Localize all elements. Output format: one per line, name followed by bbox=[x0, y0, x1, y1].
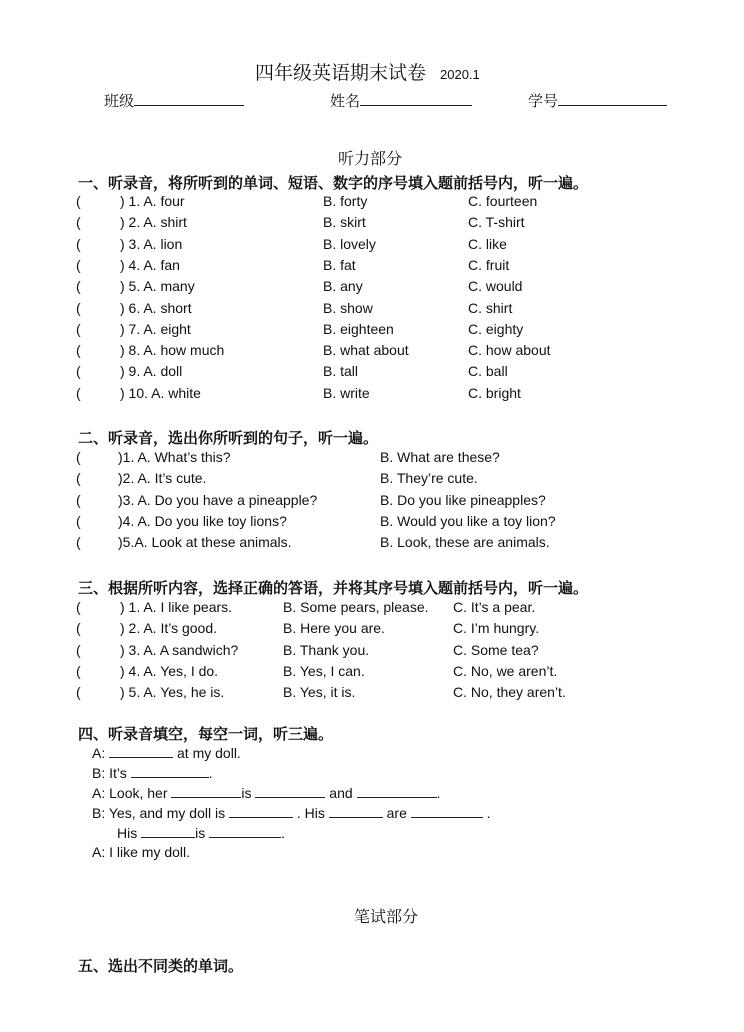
listening-part-title: 听力部分 bbox=[338, 149, 403, 168]
dialog-5-text: His bbox=[117, 825, 138, 841]
option-b: B. what about bbox=[323, 342, 409, 359]
dialog-line-2 bbox=[92, 764, 213, 781]
section-2-heading: 二、听录音，选出你所听到的句子，听一遍。 bbox=[78, 429, 379, 447]
option-a: ) 3. A. A sandwich? bbox=[120, 641, 239, 658]
dialog-5-blank-1[interactable] bbox=[141, 824, 195, 838]
answer-paren[interactable]: ( bbox=[76, 235, 81, 252]
option-b: B. write bbox=[323, 384, 370, 401]
question-row bbox=[0, 492, 744, 513]
section-5-heading: 五、选出不同类的单词。 bbox=[78, 957, 244, 975]
dialog-3-and: and bbox=[329, 785, 353, 801]
option-b: B. Some pears, please. bbox=[283, 599, 429, 615]
question-row bbox=[0, 534, 744, 555]
question-row bbox=[0, 300, 744, 321]
option-a: ) 9. A. doll bbox=[120, 363, 183, 380]
option-a: )3. A. Do you have a pineapple? bbox=[118, 491, 318, 508]
answer-paren[interactable]: ( bbox=[76, 620, 81, 637]
dialog-3-blank-3[interactable] bbox=[357, 784, 437, 798]
question-row bbox=[0, 684, 744, 705]
answer-paren[interactable]: ( bbox=[76, 384, 81, 401]
answer-paren[interactable]: ( bbox=[76, 662, 81, 679]
option-a: ) 1. A. four bbox=[120, 193, 185, 209]
option-a: ) 6. A. short bbox=[120, 299, 192, 316]
question-row bbox=[0, 663, 744, 684]
option-c: C. like bbox=[468, 235, 507, 252]
option-b: B. Would you like a toy lion? bbox=[380, 512, 556, 529]
exam-title bbox=[255, 58, 480, 85]
section-1-heading: 一、听录音，将所听到的单词、短语、数字的序号填入题前括号内，听一遍。 bbox=[78, 174, 589, 192]
option-c: C. shirt bbox=[468, 299, 513, 316]
option-b: B. Yes, it is. bbox=[283, 684, 356, 701]
answer-paren[interactable]: ( bbox=[76, 342, 81, 359]
answer-paren[interactable]: ( bbox=[76, 449, 81, 465]
name-blank[interactable] bbox=[360, 90, 472, 106]
question-row bbox=[0, 257, 744, 278]
option-b: B. eighteen bbox=[323, 320, 394, 337]
option-c: C. I’m hungry. bbox=[453, 620, 540, 637]
dialog-4-text: B: Yes, and my doll is bbox=[92, 805, 226, 821]
option-c: C. bright bbox=[468, 384, 521, 401]
answer-paren[interactable]: ( bbox=[76, 512, 81, 529]
option-c: C. how about bbox=[468, 342, 551, 359]
dialog-3-blank-2[interactable] bbox=[255, 784, 325, 798]
class-blank[interactable] bbox=[134, 90, 244, 106]
option-b: B. fat bbox=[323, 256, 356, 273]
option-c: C. fruit bbox=[468, 256, 510, 273]
option-c: C. No, we aren’t. bbox=[453, 662, 558, 679]
option-a: ) 7. A. eight bbox=[120, 320, 191, 337]
dialog-5-end: . bbox=[281, 825, 286, 841]
dialog-line-3 bbox=[92, 784, 440, 801]
student-id-label: 学号 bbox=[528, 92, 559, 110]
option-c: C. would bbox=[468, 278, 523, 295]
option-c: C. Some tea? bbox=[453, 641, 539, 658]
question-row bbox=[0, 214, 744, 235]
option-a: ) 4. A. fan bbox=[120, 256, 180, 273]
question-row bbox=[0, 642, 744, 663]
question-row bbox=[0, 620, 744, 641]
answer-paren[interactable]: ( bbox=[76, 299, 81, 316]
dialog-1-speaker: A: bbox=[92, 745, 106, 761]
answer-paren[interactable]: ( bbox=[76, 599, 81, 615]
question-row bbox=[0, 449, 744, 470]
dialog-line-6: A: I like my doll. bbox=[92, 844, 191, 860]
question-row bbox=[0, 342, 744, 363]
option-a: ) 2. A. It’s good. bbox=[120, 620, 218, 637]
option-b: B. What are these? bbox=[380, 449, 500, 465]
question-row bbox=[0, 513, 744, 534]
answer-paren[interactable]: ( bbox=[76, 256, 81, 273]
question-row bbox=[0, 321, 744, 342]
option-b: B. lovely bbox=[323, 235, 376, 252]
option-b: B. Here you are. bbox=[283, 620, 385, 637]
option-b: B. any bbox=[323, 278, 363, 295]
exam-title-text: 四年级英语期末试卷 bbox=[255, 62, 427, 84]
name-label: 姓名 bbox=[330, 92, 361, 110]
option-c: C. No, they aren’t. bbox=[453, 684, 566, 701]
dialog-1-blank-1[interactable] bbox=[109, 744, 173, 758]
option-b: B. Do you like pineapples? bbox=[380, 491, 546, 508]
question-row bbox=[0, 599, 744, 620]
answer-paren[interactable]: ( bbox=[76, 363, 81, 380]
class-field[interactable] bbox=[104, 90, 244, 111]
option-c: C. ball bbox=[468, 363, 508, 380]
answer-paren[interactable]: ( bbox=[76, 491, 81, 508]
dialog-3-is: is bbox=[241, 785, 252, 801]
class-label: 班级 bbox=[104, 92, 135, 110]
question-row bbox=[0, 470, 744, 491]
question-row bbox=[0, 385, 744, 406]
option-a: ) 5. A. Yes, he is. bbox=[120, 684, 225, 701]
dialog-2-end: . bbox=[208, 765, 213, 781]
answer-paren[interactable]: ( bbox=[76, 193, 81, 209]
option-c: C. T-shirt bbox=[468, 214, 525, 231]
dialog-4-blank-3[interactable] bbox=[411, 804, 483, 818]
option-c: C. fourteen bbox=[468, 193, 538, 209]
question-row bbox=[0, 193, 744, 214]
dialog-3-blank-1[interactable] bbox=[171, 784, 241, 798]
student-id-blank[interactable] bbox=[558, 90, 667, 106]
option-a: )5.A. Look at these animals. bbox=[118, 534, 292, 551]
option-b: B. forty bbox=[323, 193, 368, 209]
dialog-2-blank-1[interactable] bbox=[131, 764, 209, 778]
question-row bbox=[0, 363, 744, 384]
answer-paren[interactable]: ( bbox=[76, 534, 81, 551]
option-a: ) 2. A. shirt bbox=[120, 214, 187, 231]
dialog-2-text: B: It’s bbox=[92, 765, 127, 781]
option-b: B. tall bbox=[323, 363, 359, 380]
answer-paren[interactable]: ( bbox=[76, 278, 81, 295]
question-row bbox=[0, 236, 744, 257]
option-a: ) 4. A. Yes, I do. bbox=[120, 662, 219, 679]
dialog-5-blank-2[interactable] bbox=[209, 824, 281, 838]
dialog-1-text: at my doll. bbox=[177, 745, 241, 761]
option-a: ) 1. A. I like pears. bbox=[120, 599, 233, 615]
dialog-4-end: . bbox=[486, 805, 491, 821]
option-a: )4. A. Do you like toy lions? bbox=[118, 512, 287, 529]
option-c: C. eighty bbox=[468, 320, 524, 337]
option-b: B. Yes, I can. bbox=[283, 662, 365, 679]
exam-year: 2020.1 bbox=[440, 67, 480, 82]
answer-paren[interactable]: ( bbox=[76, 684, 81, 701]
option-b: B. skirt bbox=[323, 214, 366, 231]
option-a: ) 5. A. many bbox=[120, 278, 195, 295]
question-row bbox=[0, 278, 744, 299]
option-a: )2. A. It’s cute. bbox=[118, 470, 207, 487]
option-a: )1. A. What’s this? bbox=[118, 449, 231, 465]
section-4-heading: 四、听录音填空，每空一词，听三遍。 bbox=[78, 725, 334, 743]
option-a: ) 3. A. lion bbox=[120, 235, 183, 252]
dialog-4-blank-1[interactable] bbox=[229, 804, 293, 818]
dialog-4-are: are bbox=[386, 805, 407, 821]
option-b: B. Look, these are animals. bbox=[380, 534, 550, 551]
dialog-3-end: . bbox=[436, 785, 441, 801]
option-a: ) 8. A. how much bbox=[120, 342, 225, 359]
dialog-line-4 bbox=[92, 804, 491, 821]
option-b: B. Thank you. bbox=[283, 641, 370, 658]
option-a: ) 10. A. white bbox=[120, 384, 201, 401]
name-field[interactable] bbox=[330, 90, 472, 111]
dialog-4-his: . His bbox=[296, 805, 325, 821]
option-c: C. It’s a pear. bbox=[453, 599, 536, 615]
dialog-3-text: A: Look, her bbox=[92, 785, 168, 801]
option-b: B. show bbox=[323, 299, 373, 316]
answer-paren[interactable]: ( bbox=[76, 470, 81, 487]
dialog-line-5 bbox=[117, 824, 285, 841]
writing-part-title: 笔试部分 bbox=[354, 907, 419, 926]
dialog-4-blank-2[interactable] bbox=[329, 804, 383, 818]
option-b: B. They’re cute. bbox=[380, 470, 478, 487]
answer-paren[interactable]: ( bbox=[76, 320, 81, 337]
answer-paren[interactable]: ( bbox=[76, 214, 81, 231]
dialog-line-1 bbox=[92, 744, 241, 761]
student-id-field[interactable] bbox=[528, 90, 667, 111]
answer-paren[interactable]: ( bbox=[76, 641, 81, 658]
dialog-5-is: is bbox=[195, 825, 206, 841]
section-3-heading: 三、根据所听内容，选择正确的答语，并将其序号填入题前括号内，听一遍。 bbox=[78, 579, 589, 597]
